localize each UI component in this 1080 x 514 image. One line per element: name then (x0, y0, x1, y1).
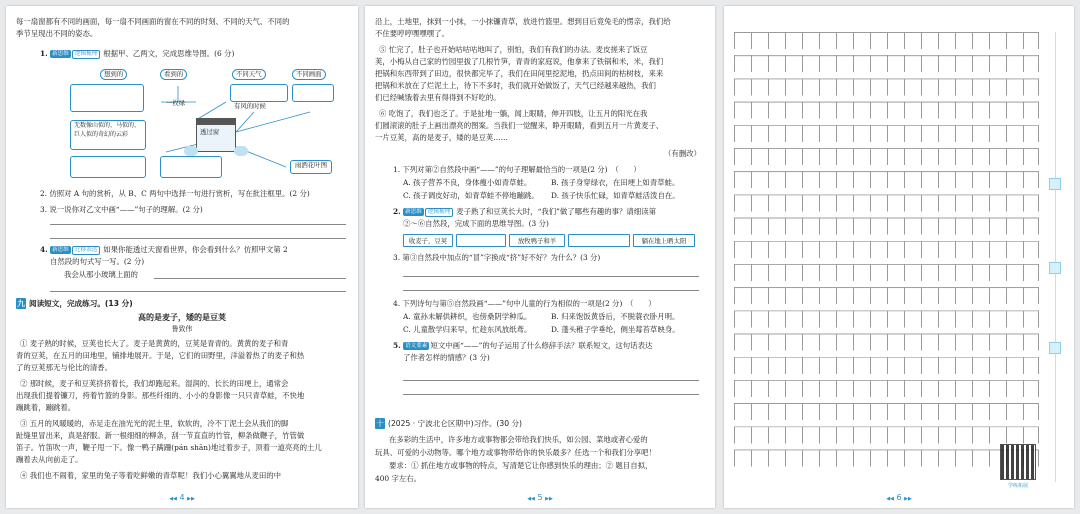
question-text: 如果你能透过天窗看世界，你会看到什么？仿照甲文第 2 (103, 245, 288, 254)
page-number-value: 4 (179, 493, 185, 502)
question-4: 4. 下列诗句与第⑤自然段画“——”句中儿童的行为相似的一项是(2 分) （ ） (393, 299, 656, 308)
mindmap-label-weather: 不同天气 (232, 69, 266, 80)
mindmap-node-clouds: 无数像山似的、马似的、巨人似的奇幻的云彩 (70, 120, 146, 150)
window-illustration (196, 118, 236, 152)
answer-line[interactable] (403, 290, 699, 291)
section-header (375, 418, 522, 429)
paragraph-line: 们已经喊饿着去里有得得到不好吃的。 (375, 93, 501, 102)
article-title: 高的是麦子，矮的是豆荚 (138, 312, 226, 322)
qr-label: 学练拓展 (1007, 483, 1028, 489)
margin-marker (1049, 342, 1061, 354)
option-d[interactable]: D. 蓬头稚子学垂纶，侧坐莓苔草映身。 (551, 325, 680, 334)
paragraph-line: 青的豆荚，在五月的田地里，铺排地展开。于是，它们的田野里，洋溢着热了的麦子和热 (16, 351, 305, 360)
article-author: 鲁致伟 (171, 325, 193, 333)
mindmap-blank-box (160, 156, 222, 178)
section-title: 阅读短文，完成练习。(13 分) (29, 299, 133, 308)
question-5 (393, 340, 652, 351)
page-arrow-icon: ◀◀ (527, 496, 535, 502)
page-arrow-icon: ▶▶ (904, 496, 912, 502)
section-number: 九 (17, 299, 25, 308)
flow-box: 躺在地上晒太阳 (633, 234, 695, 247)
mindmap-blank-box (230, 84, 288, 102)
paragraph-line: 沿上，土地里，抹到一小抹，一小抹镰青草，放进竹篮里。想到目后竟兔毛的愣亲，我们给 (375, 17, 671, 26)
page-number (365, 493, 715, 502)
page-5 (365, 6, 715, 508)
question-1 (40, 48, 234, 59)
section-title: (2025 · 宁波北仑区期中)习作。(30 分) (388, 419, 523, 428)
tag-badge: 新思维 (405, 209, 422, 215)
paragraph-line: 趾缝里冒出来，真是舒服。新一根细细的柳条，刮一节直直的竹管，柳条做鞭子，竹管做 (16, 431, 305, 440)
question-4-line2: 自然段的句式写一写。(2 分) (50, 257, 145, 266)
mindmap-blank-box (292, 84, 334, 102)
mindmap-node-windy: 有风的时候 (234, 102, 266, 110)
margin-marker (1049, 262, 1061, 274)
answer-line[interactable] (50, 224, 346, 225)
question-number: 4. (40, 245, 48, 254)
option-a[interactable]: A. 孩子营养不良，身体瘦小如青草蛙。 (403, 178, 532, 187)
paragraph-line: 蹦跳着，蹦跳着。 (16, 403, 76, 412)
paragraph-line: ⑤ 忙完了，肚子也开始咕咕咕地叫了，别怕，我们有我们的办法。麦皮搓来了饭豆 (379, 45, 648, 54)
page-number (6, 493, 358, 502)
flow-box: 收麦子，豆荚 (403, 234, 453, 247)
option-c[interactable]: C. 孩子调皮好动，如青草蛙不停地蹦跳。 (403, 191, 539, 200)
section-header (16, 298, 133, 309)
option-b[interactable]: B. 归来饱饭黄昏后，不脱蓑衣卧月明。 (551, 312, 680, 321)
section-number: 十 (376, 419, 384, 428)
question-text: 根据甲、乙两文，完成思维导图。(6 分) (103, 49, 235, 58)
paragraph-line: 不住要哼哼嘿嘿嘿了。 (375, 29, 449, 38)
cloud-decoration (234, 146, 248, 156)
paragraph-line: 荚，小梅从自己家的竹园里拔了几根竹笋，青青的家庭说，他拿来了铁锅和米，米，我们 (375, 57, 664, 66)
flow-box-blank[interactable] (568, 234, 630, 247)
question-number: 1. (40, 49, 48, 58)
question-number: 2. (393, 207, 401, 216)
paragraph-line: 笛子。竹笛吹一声，鞭子甩一下。像一鸭子蹒跚(pán shān)地过着步子，顶着一道亮亮的土儿 (16, 443, 322, 452)
page-arrow-icon: ◀◀ (886, 496, 894, 502)
question-3: 3. 说一说你对乙文中画“——”句子的理解。(2 分) (40, 205, 203, 214)
mindmap-node-leaf: 一枚绿 (166, 99, 186, 107)
tag-badge: 新思维 (52, 51, 69, 57)
page-number-value: 5 (537, 493, 543, 502)
paragraph-line: 一片豆荚，高的是麦子，矮的是豆荚…… (375, 133, 509, 142)
paragraph-line: 出现我们提着镰刀，挎着竹篮的身影。那些纤细的、小小的身影像一只只青草蛙，不快地 (16, 391, 305, 400)
mindmap-node-rain: 雨洒花叶图 (290, 160, 332, 174)
answer-line[interactable] (403, 394, 699, 395)
tag-badge: 逻辑梳理 (425, 208, 453, 217)
paragraph-line: ④ 我们也不闹着，家里的兔子等着吃鲜嫩的青草呢！我们小心翼翼地从麦田的中 (20, 471, 282, 480)
paragraph-line: ① 麦子熟的时候，豆荚也长大了。麦子是黄黄的，豆荚是青青的。黄黄的麦子和青 (20, 339, 289, 348)
paragraph-line: 蹦着去从向前走了。 (16, 455, 83, 464)
answer-line[interactable] (50, 238, 346, 239)
margin-marker (1049, 178, 1061, 190)
intro-line: 季节呈现出不同的姿态。 (16, 29, 98, 38)
margin-line (1055, 32, 1056, 482)
question-4 (40, 244, 288, 255)
question-2-line2: ②～⑥自然段，完成下面的思维导图。(3 分) (403, 219, 549, 228)
answer-line[interactable] (403, 276, 699, 277)
paragraph-line: ⑥ 吃饱了，我们也乏了。于是扯地一躺，闻上眼睛，伸开四肢，让五月的阳光在我 (379, 109, 648, 118)
question-text: 短文中画“——”的句子运用了什么修辞手法？联系短文，这句话表达 (430, 341, 653, 350)
question-2 (393, 206, 656, 217)
option-b[interactable]: B. 孩子身穿绿衣，在田埂上如青草蛙。 (551, 178, 680, 187)
answer-start: 我会从那小玻璃上面的 (64, 270, 138, 279)
answer-line[interactable] (154, 278, 346, 279)
tag-badge: 迁移表达 (72, 246, 100, 255)
question-5-line2: 了作者怎样的情感？(3 分) (403, 353, 490, 362)
page-number-value: 6 (896, 493, 902, 502)
option-c[interactable]: C. 儿童散学归来早，忙趁东风放纸鸢。 (403, 325, 532, 334)
qr-code-icon[interactable] (1000, 444, 1036, 480)
paragraph-line: 把锅和东西带到了田边，很快都完毕了，我们在田间里挖泥地，扔点田间的枯树枝，来来 (375, 69, 664, 78)
page-6 (724, 6, 1074, 508)
mindmap-label-saw: 看到的 (160, 69, 187, 80)
paragraph-line: ② 那时候，麦子和豆荚挤挤着长，我们却跑起来。湿润的、长长的田埂上，通常会 (20, 379, 289, 388)
paragraph-line: 们圆滚滚的肚子上画出漂亮的图案。当我们一觉醒来，睁开眼睛，看到五月一片黄麦子、 (375, 121, 664, 130)
paragraph-line: 把锅和米放在了烂泥土上，待下不多时，我们就开始做饭了，天气已经越来越热，我们 (375, 81, 656, 90)
grid-row-spacing (734, 32, 1039, 472)
flow-box-blank[interactable] (456, 234, 506, 247)
mindmap-label-imagined: 想到的 (100, 69, 127, 80)
answer-line[interactable] (50, 291, 346, 292)
tag-badge: 新思维 (52, 247, 69, 253)
intro-line: 每一扇窗都有不同的画面，每一扇不同画面的窗在不同的时刻、不同的天气、不同的 (16, 17, 290, 26)
question-3: 3. 第③自然段中加点的“冒”字换成“挤”好不好？为什么？(3 分) (393, 253, 601, 262)
page-arrow-icon: ▶▶ (187, 496, 195, 502)
answer-line[interactable] (403, 380, 699, 381)
page-arrow-icon: ▶▶ (545, 496, 553, 502)
prompt-line: 要求：① 抓住地方或事物的特点，写清楚它让你感到快乐的理由；② 题目自拟， (389, 461, 653, 470)
source-note: （有删改） (664, 149, 701, 158)
mindmap-node-center: 透过窗 (200, 128, 220, 136)
mindmap-blank-box (70, 156, 146, 178)
page-arrow-icon: ◀◀ (169, 496, 177, 502)
option-a[interactable]: A. 童孙未解供耕织，也傍桑阴学种瓜。 (403, 312, 532, 321)
question-number: 5. (393, 341, 401, 350)
paragraph-line: 了的豆荚那无与伦比的清香。 (16, 363, 113, 372)
question-1: 1. 下列对第②自然段中画“——”的句子理解最恰当的一项是(2 分) （ ） (393, 165, 641, 174)
page-4 (6, 6, 358, 508)
prompt-line: 在多彩的生活中，许多地方或事物都会带给我们快乐，如公园、菜地或者心爱的 (389, 435, 648, 444)
page-number (724, 493, 1074, 502)
flow-chart (403, 234, 698, 247)
prompt-line: 玩具、可爱的小动物等。哪个地方或事物带给你的快乐最多？任选一个和我们分享吧！ (375, 448, 656, 457)
question-text: 麦子熟了和豆荚长大时，“我们”做了哪些有趣的事？请细读第 (456, 207, 656, 216)
prompt-line: 400 字左右。 (375, 474, 422, 483)
tag-badge: 逻辑梳理 (72, 50, 100, 59)
mindmap-label-scene: 不同画面 (292, 69, 326, 80)
cloud-decoration (184, 146, 198, 156)
tag-badge: 语文要素 (405, 343, 428, 349)
question-2: 2. 仿照对 A 句的赏析，从 B、C 两句中选择一句进行赏析，写在批注框里。(2 分) (40, 189, 310, 198)
option-d[interactable]: D. 孩子快乐忙碌，如青草蛙活泼自在。 (551, 191, 680, 200)
mindmap-blank-box (70, 84, 144, 112)
paragraph-line: ③ 五月的风暖暖的，赤足走在油光光的泥土里，软软的，冷不丁泥土会从我们的脚 (20, 419, 289, 428)
flow-box: 放牧鸭子和羊 (509, 234, 565, 247)
